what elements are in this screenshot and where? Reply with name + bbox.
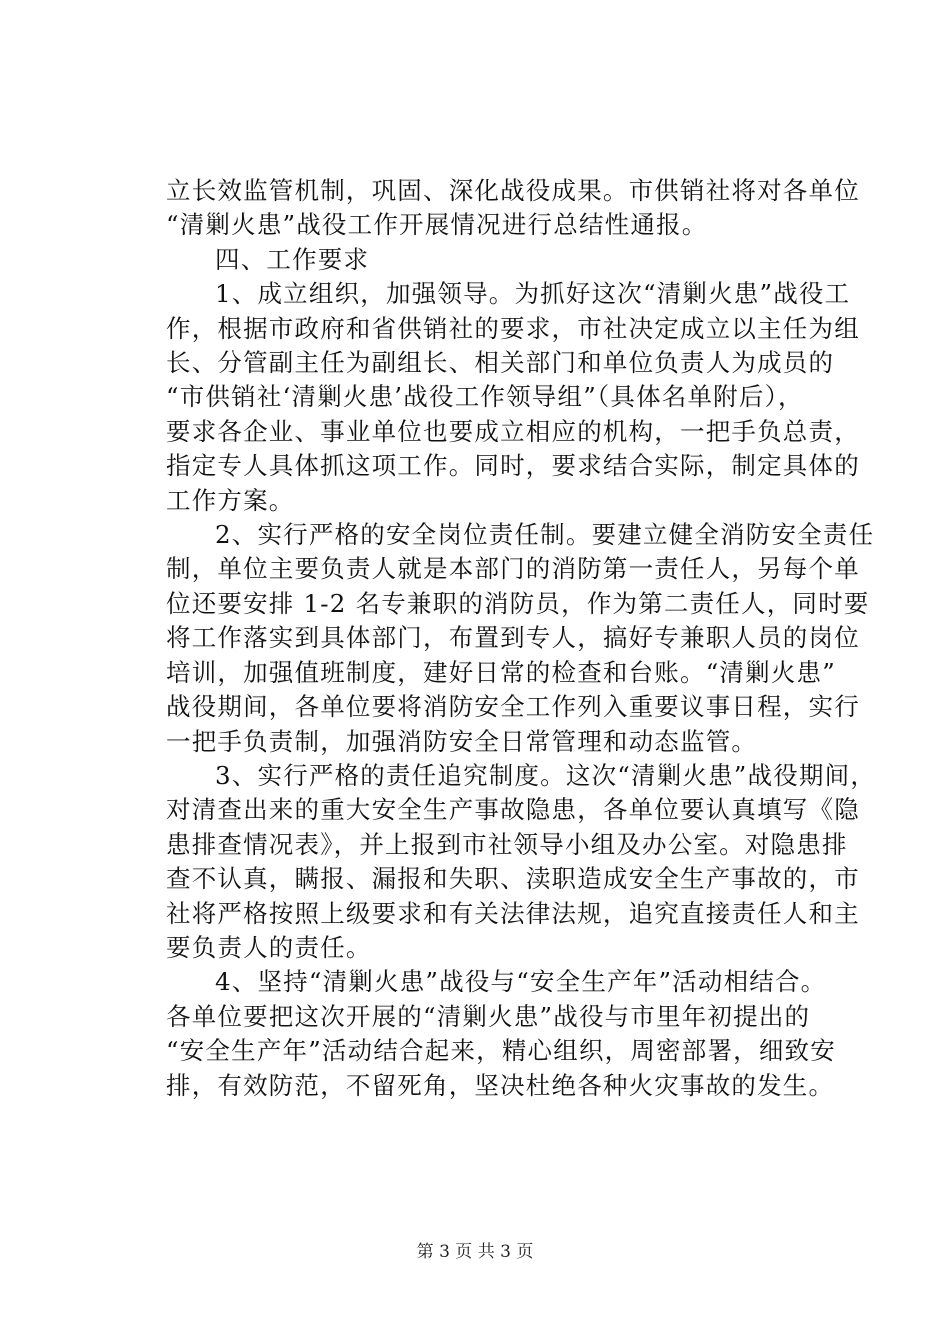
text-line: 要负责人的责任。	[166, 932, 372, 962]
text-line: 将工作落实到具体部门，布置到专人，搞好专兼职人员的岗位	[166, 623, 860, 653]
text-line: 查不认真，瞒报、漏报和失职、渎职造成安全生产事故的，市	[166, 864, 860, 894]
text-line: 指定专人具体抓这项工作。同时，要求结合实际，制定具体的	[166, 451, 860, 481]
text-line: “清剿火患”战役工作开展情况进行总结性通报。	[166, 210, 708, 240]
text-line: 工作方案。	[166, 485, 295, 515]
text-line: 制，单位主要负责人就是本部门的消防第一责任人，另每个单	[166, 554, 860, 584]
text-line: 位还要安排 1-2 名专兼职的消防员，作为第二责任人，同时要	[166, 588, 870, 618]
text-line: 培训，加强值班制度，建好日常的检查和台账。“清剿火患”	[166, 657, 836, 687]
text-line: 四、工作要求	[215, 244, 370, 274]
text-line: “市供销社‘清剿火患’战役工作领导组”（具体名单附后），	[166, 382, 804, 412]
text-line: 2、实行严格的安全岗位责任制。要建立健全消防安全责任	[215, 520, 875, 550]
document-body	[166, 174, 877, 1103]
text-line: 4、坚持“清剿火患”战役与“安全生产年”活动相结合。	[215, 967, 827, 997]
text-line: 排，有效防范，不留死角，坚决杜绝各种火灾事故的发生。	[166, 1070, 835, 1100]
text-line: 1、成立组织，加强领导。为抓好这次“清剿火患”战役工	[215, 279, 851, 309]
text-line: 作，根据市政府和省供销社的要求，市社决定成立以主任为组	[166, 313, 860, 343]
page-footer: 第 3 页 共 3 页	[416, 1242, 534, 1262]
text-line: “安全生产年”活动结合起来，精心组织，周密部署，细致安	[166, 1036, 836, 1066]
text-line: 各单位要把这次开展的“清剿火患”战役与市里年初提出的	[166, 1001, 811, 1031]
text-line: 3、实行严格的责任追究制度。这次“清剿火患”战役期间，	[215, 760, 877, 790]
text-line: 一把手负责制，加强消防安全日常管理和动态监管。	[166, 726, 758, 756]
text-line: 战役期间，各单位要将消防安全工作列入重要议事日程，实行	[166, 692, 860, 722]
text-line: 要求各企业、事业单位也要成立相应的机构，一把手负总责，	[166, 416, 860, 446]
text-line: 长、分管副主任为副组长、相关部门和单位负责人为成员的	[166, 348, 835, 378]
text-line: 对清查出来的重大安全生产事故隐患，各单位要认真填写《隐	[166, 795, 860, 825]
text-line: 立长效监管机制，巩固、深化战役成果。市供销社将对各单位	[166, 176, 860, 205]
text-line: 社将严格按照上级要求和有关法律法规，追究直接责任人和主	[166, 898, 860, 928]
text-line: 患排查情况表》，并上报到市社领导小组及办公室。对隐患排	[166, 829, 848, 859]
